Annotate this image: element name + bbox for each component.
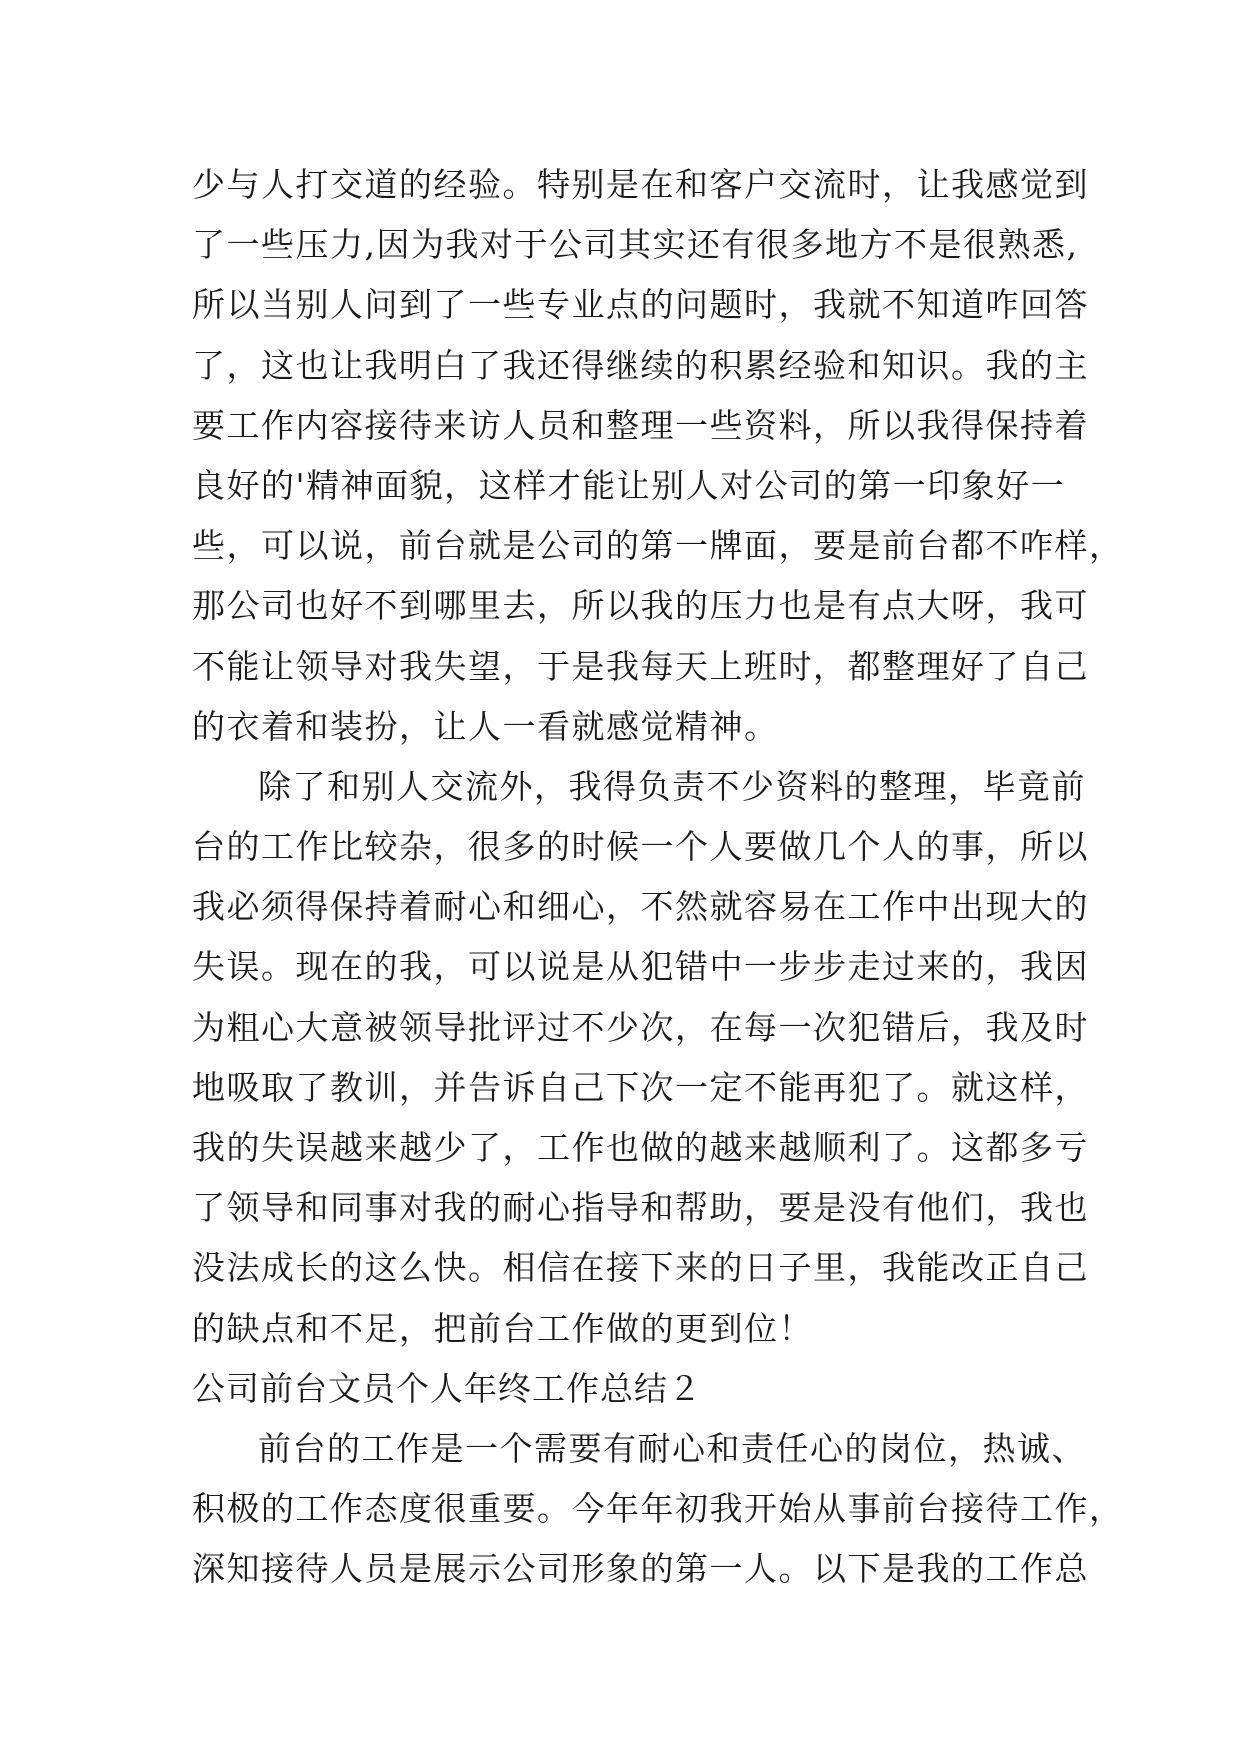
document-body (192, 155, 1124, 1600)
paragraph-line: 没法成长的这么快。相信在接下来的日子里，我能改正自己 (192, 1248, 1089, 1288)
paragraph-line: 要工作内容接待来访人员和整理一些资料，所以我得保持着 (192, 405, 1089, 445)
paragraph-line: 为粗心大意被领导批评过不少次，在每一次犯错后，我及时 (192, 1007, 1089, 1047)
paragraph-line: 我必须得保持着耐心和细心，不然就容易在工作中出现大的 (192, 887, 1089, 927)
paragraph-line: 地吸取了教训，并告诉自己下次一定不能再犯了。就这样， (192, 1067, 1089, 1107)
paragraph-line: 台的工作比较杂，很多的时候一个人要做几个人的事，所以 (192, 827, 1089, 867)
paragraph-line: 不能让领导对我失望，于是我每天上班时，都整理好了自己 (192, 646, 1089, 686)
paragraph-line: 了领导和同事对我的耐心指导和帮助，要是没有他们，我也 (192, 1188, 1089, 1228)
paragraph-line: 我的失误越来越少了，工作也做的越来越顺利了。这都多亏 (192, 1128, 1089, 1167)
paragraph-line: 的衣着和装扮，让人一看就感觉精神。 (192, 706, 779, 746)
paragraph-line: 了一些压力,因为我对于公司其实还有很多地方不是很熟悉, (192, 225, 1079, 265)
paragraph-line: 些，可以说，前台就是公司的第一牌面，要是前台都不咋样， (192, 526, 1124, 566)
paragraph-line: 良好的'精神面貌，这样才能让别人对公司的第一印象好一 (192, 465, 1066, 505)
paragraph-line: 那公司也好不到哪里去，所以我的压力也是有点大呀，我可 (192, 586, 1089, 626)
paragraph-line: 所以当别人问到了一些专业点的问题时，我就不知道咋回答 (192, 285, 1089, 325)
paragraph-line: 失误。现在的我，可以说是从犯错中一步步走过来的，我因 (192, 947, 1089, 987)
paragraph-line: 深知接待人员是展示公司形象的第一人。以下是我的工作总 (192, 1549, 1089, 1589)
paragraph-line: 少与人打交道的经验。特别是在和客户交流时，让我感觉到 (192, 165, 1089, 204)
paragraph-line: 除了和别人交流外，我得负责不少资料的整理，毕竟前 (258, 766, 1086, 806)
paragraph-line: 前台的工作是一个需要有耐心和责任心的岗位，热诚、 (258, 1428, 1086, 1468)
paragraph-line: 了，这也让我明白了我还得继续的积累经验和知识。我的主 (192, 345, 1089, 385)
paragraph-line: 积极的工作态度很重要。今年年初我开始从事前台接待工作， (192, 1489, 1124, 1529)
paragraph-line: 的缺点和不足，把前台工作做的更到位！ (192, 1308, 813, 1348)
section-heading: 公司前台文员个人年终工作总结２ (192, 1368, 702, 1408)
